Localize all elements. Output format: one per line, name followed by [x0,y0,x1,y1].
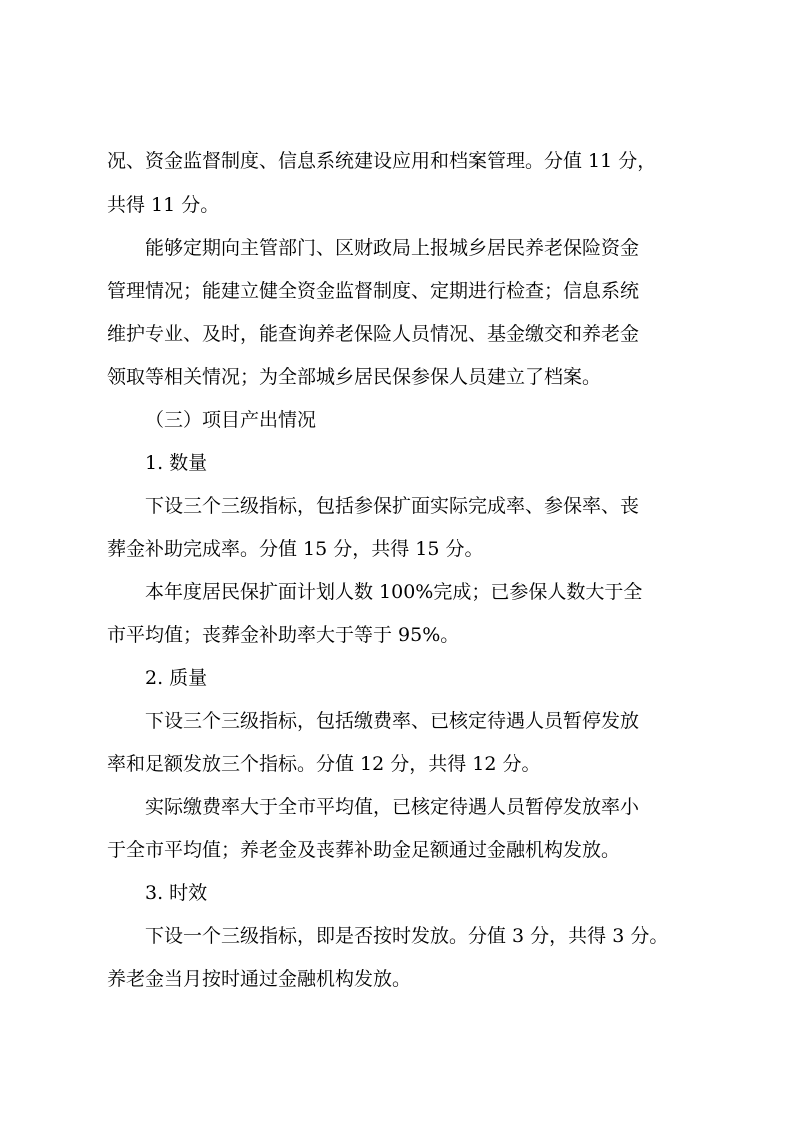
paragraph-line: 于全市平均值；养老金及丧葬补助金足额通过金融机构发放。 [107,839,621,861]
paragraph-line: 下设一个三级指标，即是否按时发放。分值 3 分，共得 3 分。 [145,925,669,947]
paragraph-line: 共得 11 分。 [107,194,220,216]
paragraph-line: 维护专业、及时，能查询养老保险人员情况、基金缴交和养老金 [107,323,640,345]
paragraph-line: 下设三个三级指标，包括缴费率、已核定待遇人员暂停发放 [145,710,640,732]
paragraph-line: 市平均值；丧葬金补助率大于等于 95%。 [107,624,460,646]
paragraph-line: 领取等相关情况；为全部城乡居民保参保人员建立了档案。 [107,366,602,388]
paragraph-line: 下设三个三级指标，包括参保扩面实际完成率、参保率、丧 [145,495,640,517]
subsection-heading: 1. 数量 [145,452,208,474]
subsection-heading: 3. 时效 [145,882,208,904]
paragraph-line: 率和足额发放三个指标。分值 12 分，共得 12 分。 [107,753,541,775]
paragraph-line: 本年度居民保扩面计划人数 100%完成；已参保人数大于全 [145,581,643,603]
paragraph-line: 养老金当月按时通过金融机构发放。 [107,968,412,990]
paragraph-line: 实际缴费率大于全市平均值，已核定待遇人员暂停发放率小 [145,796,640,818]
paragraph-line: 管理情况；能建立健全资金监督制度、定期进行检查；信息系统 [107,280,640,302]
subsection-heading: 2. 质量 [145,667,208,689]
paragraph-line: 葬金补助完成率。分值 15 分，共得 15 分。 [107,538,484,560]
paragraph-line: 况、资金监督制度、信息系统建设应用和档案管理。分值 11 分， [107,150,657,172]
section-heading: （三）项目产出情况 [145,409,317,431]
paragraph-line: 能够定期向主管部门、区财政局上报城乡居民养老保险资金 [145,237,640,259]
